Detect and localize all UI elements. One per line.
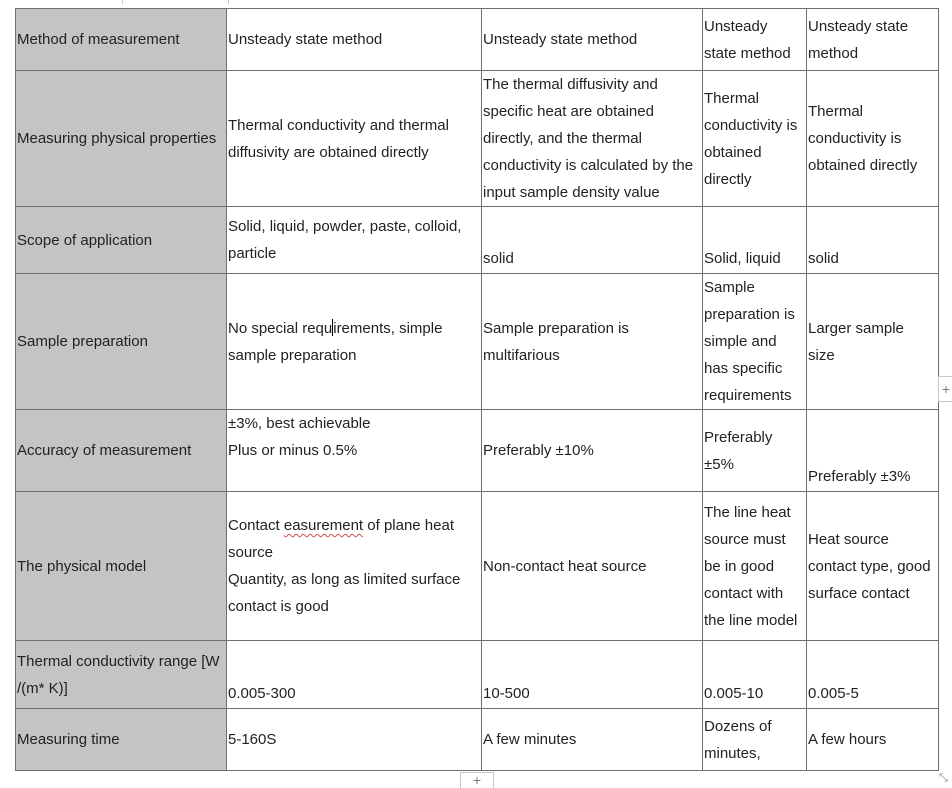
cell-line: minutes, (704, 744, 761, 762)
cell-line: The line heat (704, 503, 791, 521)
cell-line (228, 315, 480, 342)
cell-physical-model-c3[interactable] (703, 492, 807, 641)
cell-range-c2[interactable] (482, 641, 703, 709)
cell-line: specific heat are obtained (483, 103, 654, 120)
cell-line: preparation is (704, 306, 795, 323)
cell-scope-c3[interactable] (703, 207, 807, 274)
cell-scope-c1[interactable] (227, 207, 482, 274)
cell-time-c1[interactable] (227, 709, 482, 771)
cell-line: solid (808, 250, 839, 267)
cell-physical-model-c2[interactable] (482, 492, 703, 641)
cell-line: Unsteady state (808, 17, 909, 35)
cell-range-c3[interactable] (703, 641, 807, 709)
cell-line: obtained (704, 143, 762, 161)
cell-line: Plus or minus 0.5% (228, 442, 358, 459)
text-run: of plane heat (363, 517, 455, 534)
table-row (16, 207, 939, 274)
cell-line: A few hours (808, 731, 887, 748)
cell-method-c4[interactable] (807, 9, 939, 71)
cell-properties-c3[interactable] (703, 71, 807, 207)
table-row (16, 274, 939, 410)
cell-line: particle (228, 245, 277, 262)
cell-line: Sample preparation is (483, 319, 629, 337)
table-row (16, 71, 939, 207)
cell-accuracy-c1[interactable] (227, 410, 482, 492)
cell-sample-prep-c1[interactable] (227, 274, 482, 410)
row-header-measuring-time[interactable] (16, 709, 227, 771)
row-header-physical-model[interactable] (16, 492, 227, 641)
cell-line: be in good (704, 557, 775, 575)
cell-sample-prep-c2[interactable] (482, 274, 703, 410)
table-row (16, 641, 939, 709)
cell-line: Sample preparation (17, 333, 148, 350)
cell-line: input sample density value (483, 184, 660, 201)
cell-line: sample preparation (228, 346, 357, 364)
cell-line: The thermal diffusivity and (483, 76, 658, 93)
table-row (16, 410, 939, 492)
cell-line: 5-160S (228, 731, 277, 748)
cell-line: Quantity, as long as limited surface (228, 571, 461, 588)
cell-line: Preferably ±3% (808, 468, 911, 485)
cell-line: Larger sample (808, 319, 904, 337)
row-header-scope[interactable] (16, 207, 227, 274)
cell-line: 10-500 (483, 685, 530, 702)
cell-line: Method of measurement (17, 31, 180, 48)
cell-line: conductivity is (808, 130, 902, 147)
cell-line: Thermal conductivity and thermal (228, 116, 449, 134)
cell-line: Measuring physical properties (17, 130, 217, 147)
spellcheck-word[interactable]: easurement (283, 517, 364, 534)
cell-properties-c4[interactable] (807, 71, 939, 207)
add-column-button[interactable]: + (938, 376, 952, 402)
cell-line: Accuracy of measurement (17, 442, 192, 459)
cell-physical-model-c1[interactable] (227, 492, 482, 641)
cell-line: A few minutes (483, 731, 577, 748)
cell-line: contact is good (228, 598, 329, 615)
cell-method-c2[interactable] (482, 9, 703, 71)
cell-line: ±5% (704, 455, 734, 473)
add-row-button[interactable]: + (460, 772, 494, 788)
cell-line: /(m* K)] (17, 679, 68, 697)
text-run: Contact (228, 517, 284, 534)
cell-line: Measuring time (17, 731, 120, 748)
cell-accuracy-c3[interactable] (703, 410, 807, 492)
row-header-sample-prep[interactable] (16, 274, 227, 410)
text-run: No special requ (228, 319, 333, 337)
cell-line: surface contact (808, 584, 910, 602)
cell-line: size (808, 346, 835, 364)
cell-sample-prep-c3[interactable] (703, 274, 807, 410)
cell-line: Heat source (808, 530, 889, 548)
cell-line: multifarious (483, 346, 560, 364)
cell-line: Thermal conductivity range [W (17, 652, 220, 670)
row-header-conductivity-range[interactable] (16, 641, 227, 709)
cell-line: Thermal (704, 89, 760, 107)
cell-line: obtained directly (808, 157, 918, 174)
cell-method-c3[interactable] (703, 9, 807, 71)
text-run: irements, simple (333, 319, 443, 337)
cell-line: source (228, 544, 274, 561)
cell-line: 0.005-10 (704, 685, 764, 702)
cell-line: directly, and the thermal (483, 130, 642, 147)
cell-scope-c2[interactable] (482, 207, 703, 274)
cell-line: Solid, liquid, powder, paste, colloid, (228, 218, 462, 235)
cell-line: Preferably ±10% (483, 442, 594, 459)
cell-line: Non-contact heat source (483, 557, 647, 575)
cell-time-c4[interactable] (807, 709, 939, 771)
cell-line: method (808, 44, 859, 62)
cell-line: 0.005-5 (808, 685, 859, 702)
ruler-mark (122, 0, 123, 4)
table-row (16, 492, 939, 641)
table-resize-handle[interactable]: ⤡ (939, 772, 948, 784)
cell-line: Unsteady state method (228, 31, 383, 48)
cell-properties-c1[interactable] (227, 71, 482, 207)
cell-line: Unsteady (704, 17, 768, 35)
cell-line: state method (704, 44, 791, 62)
cell-sample-prep-c4[interactable] (807, 274, 939, 410)
cell-range-c1[interactable] (227, 641, 482, 709)
cell-line: The physical model (17, 557, 147, 575)
row-header-properties[interactable] (16, 71, 227, 207)
cell-time-c2[interactable] (482, 709, 703, 771)
cell-line: Dozens of (704, 717, 772, 735)
cell-accuracy-c2[interactable] (482, 410, 703, 492)
table-row (16, 9, 939, 71)
cell-properties-c2[interactable] (482, 71, 703, 207)
cell-line: contact with (704, 584, 784, 602)
cell-line: the line model (704, 611, 798, 629)
cell-line: Sample (704, 279, 755, 296)
cell-range-c4[interactable] (807, 641, 939, 709)
cell-line: ±3%, best achievable (228, 415, 371, 432)
cell-line: Scope of application (17, 231, 153, 249)
ruler-mark (228, 0, 229, 4)
cell-line: Unsteady state method (483, 31, 638, 48)
cell-line: Solid, liquid (704, 250, 781, 267)
cell-scope-c4[interactable] (807, 207, 939, 274)
cell-line: conductivity is (704, 116, 798, 134)
cell-line (228, 512, 480, 539)
cell-line: contact type, good (808, 557, 931, 575)
cell-line: simple and (704, 333, 777, 350)
cell-line: solid (483, 250, 514, 267)
cell-line: conductivity is calculated by the (483, 157, 694, 174)
cell-line: has specific (704, 360, 783, 377)
cell-line: source must (704, 530, 786, 548)
row-header-accuracy[interactable] (16, 410, 227, 492)
comparison-table (15, 8, 939, 771)
cell-method-c1[interactable] (227, 9, 482, 71)
cell-time-c3[interactable] (703, 709, 807, 771)
table-row (16, 709, 939, 771)
cell-accuracy-c4[interactable] (807, 410, 939, 492)
row-header-method[interactable] (16, 9, 227, 71)
cell-line: Preferably (704, 428, 773, 446)
cell-physical-model-c4[interactable] (807, 492, 939, 641)
cell-line: diffusivity are obtained directly (228, 143, 429, 161)
cell-line: 0.005-300 (228, 685, 296, 702)
cell-line: Thermal (808, 103, 864, 120)
cell-line: directly (704, 170, 752, 188)
cell-line: requirements (704, 387, 792, 404)
